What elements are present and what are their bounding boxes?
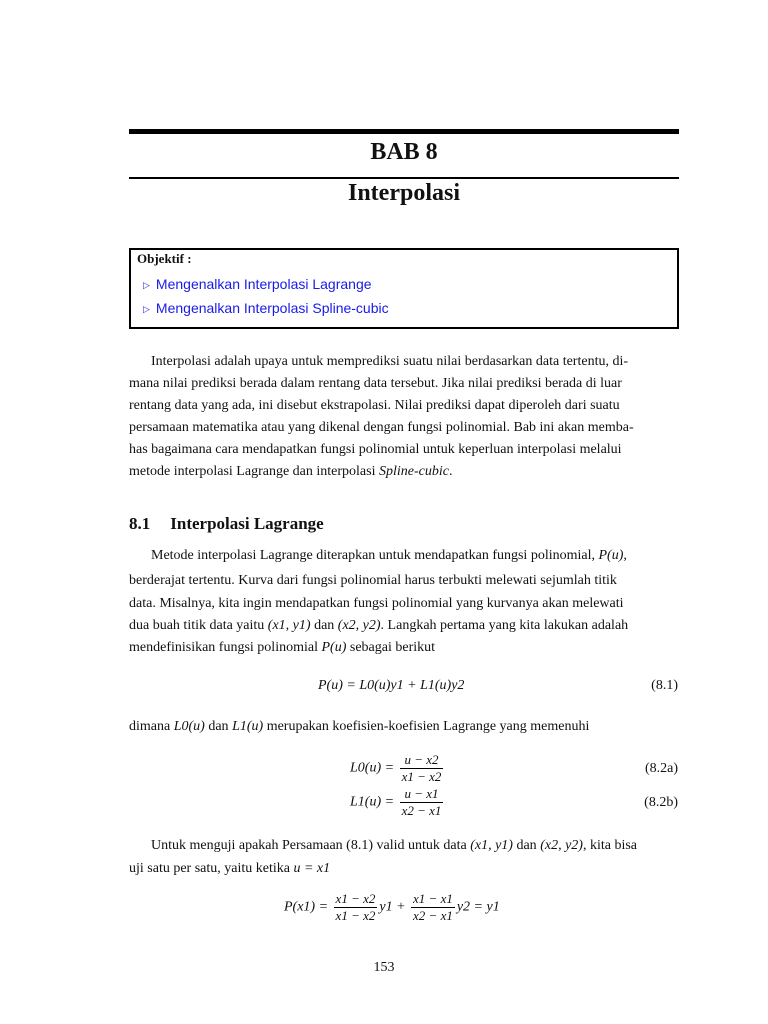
math-inline: (x1, y1): [267, 618, 311, 633]
numerator: u − x1: [400, 786, 444, 803]
equation-final: [284, 891, 500, 924]
equation-lhs: P(x1) =: [284, 899, 329, 915]
equation-8-2a: [350, 752, 445, 785]
intro-line-2: mana nilai prediksi berada dalam rentang data tersebut. Jika nilai prediksi berada di luar: [129, 376, 622, 391]
objective-link[interactable]: Mengenalkan Interpolasi Lagrange: [155, 276, 372, 292]
objective-link[interactable]: Mengenalkan Interpolasi Spline-cubic: [155, 300, 389, 316]
denominator: x1 − x2: [401, 769, 442, 784]
equation-number: (8.2a): [644, 761, 678, 776]
intro-period: .: [448, 464, 453, 479]
chapter-rule: [129, 177, 679, 179]
math-inline: (x1, y1): [470, 838, 513, 853]
intro-line-4: persamaan matematika atau yang dikenal dengan fungsi polinomial. Bab ini akan memba-: [129, 420, 634, 435]
text: uji satu per satu, yaitu ketika: [129, 861, 294, 876]
sec-line-1: [129, 545, 679, 567]
math-inline: P(u): [321, 640, 347, 655]
text: ,: [623, 548, 627, 563]
math-inline: u = x1: [293, 861, 331, 876]
objective-item-2[interactable]: [143, 300, 389, 316]
text: dan: [204, 719, 233, 734]
text: dua buah titik data yaitu: [129, 618, 268, 633]
intro-line-5: has bagaimana cara mendapatkan fungsi polinomial untuk keperluan interpolasi melalui: [129, 442, 622, 457]
text: dan: [310, 618, 338, 633]
text: sebagai berikut: [346, 640, 436, 655]
section-number: 8.1: [129, 514, 151, 533]
objectives-label: Objektif :: [137, 251, 192, 266]
equation-text: P(u) = L0(u)y1 + L1(u)y2: [318, 678, 465, 693]
fraction: [334, 891, 378, 924]
section-title: Interpolasi Lagrange: [170, 514, 324, 533]
numerator: x1 − x1: [413, 891, 453, 906]
equation-number: (8.2b): [644, 795, 678, 810]
math-inline: L1(u): [232, 719, 264, 734]
chapter-label: BAB 8: [370, 139, 438, 165]
math-inline: L0(u): [173, 719, 205, 734]
equation-8-2b: [350, 786, 445, 819]
sec-line-2: berderajat tertentu. Kurva dari fungsi polinomial harus terbukti melewati sejumlah titik: [129, 573, 617, 588]
text: , kita bisa: [582, 838, 637, 853]
chapter-title: Interpolasi: [347, 180, 460, 206]
sec-line-3: data. Misalnya, kita ingin mendapatkan fungsi polinomial yang kurvanya akan melewati: [129, 596, 624, 611]
triangle-bullet-icon: ▷: [143, 280, 150, 290]
top-thick-rule: [129, 129, 679, 134]
equation-term: y1 +: [379, 899, 406, 915]
triangle-bullet-icon: ▷: [143, 304, 150, 314]
equation-8-1: [318, 678, 464, 694]
fraction: [400, 786, 444, 819]
intro-line-1: Interpolasi adalah upaya untuk memprediksi suatu nilai berdasarkan data tertentu, di-: [151, 354, 629, 369]
intro-italic: Spline-cubic: [378, 464, 449, 479]
math-inline: (x2, y2): [337, 618, 381, 633]
denominator: x2 − x1: [401, 803, 442, 818]
where-line: [129, 716, 679, 738]
text: mendefinisikan fungsi polinomial: [129, 640, 322, 655]
test-line-2: [129, 858, 679, 880]
intro-text: metode interpolasi Lagrange dan interpolasi: [129, 464, 379, 479]
denominator: x2 − x1: [413, 908, 453, 923]
equation-term: y2 = y1: [456, 899, 500, 915]
text: Untuk menguji apakah Persamaan (8.1) valid untuk data: [151, 838, 471, 853]
numerator: u − x2: [400, 752, 444, 769]
objective-item-1[interactable]: [143, 276, 372, 292]
text: . Langkah pertama yang kita lakukan adalah: [380, 618, 629, 633]
fraction: [411, 891, 455, 924]
test-line-1: [129, 835, 679, 857]
numerator: x1 − x2: [335, 891, 376, 906]
math-inline: (x2, y2): [540, 838, 583, 853]
equation-lhs: L0(u) =: [350, 760, 395, 776]
text: dimana: [129, 719, 174, 734]
sec-line-4: [129, 615, 679, 637]
intro-line-6: [129, 461, 679, 483]
intro-line-3: rentang data yang ada, ini disebut ekstrapolasi. Nilai prediksi dapat diperoleh dari suatu: [129, 398, 620, 413]
equation-lhs: L1(u) =: [350, 794, 395, 810]
text: Metode interpolasi Lagrange diterapkan untuk mendapatkan fungsi polinomial,: [151, 548, 599, 563]
math-inline: P(u): [598, 548, 624, 563]
section-heading: [129, 514, 324, 534]
denominator: x1 − x2: [335, 908, 376, 923]
fraction: [400, 752, 444, 785]
equation-number: (8.1): [651, 678, 678, 693]
sec-line-5: [129, 637, 679, 659]
page-number: 153: [373, 960, 395, 975]
text: merupakan koefisien-koefisien Lagrange yang memenuhi: [263, 719, 590, 734]
text: dan: [512, 838, 541, 853]
